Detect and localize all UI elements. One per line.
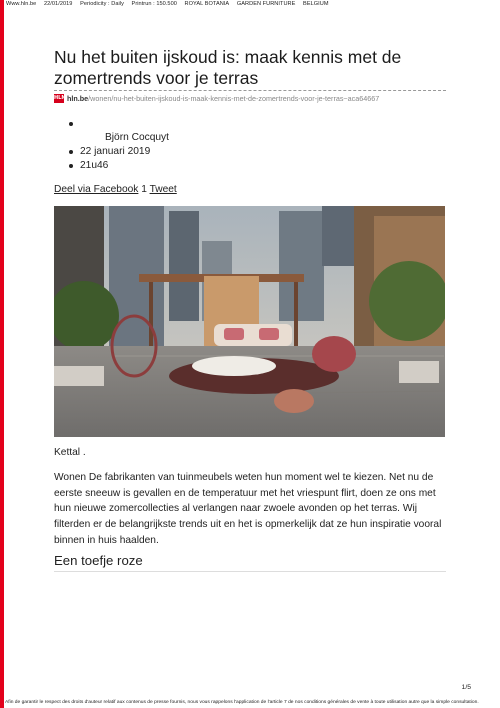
header-date: 22/01/2019 — [43, 1, 73, 7]
left-margin-bar — [0, 0, 4, 708]
source-domain: hln.be — [67, 93, 89, 103]
section-heading: Een toefje roze — [54, 553, 143, 568]
header-printrun: Printrun : 150.500 — [131, 1, 177, 7]
page-number: 1/5 — [461, 684, 471, 691]
article-date: 22 januari 2019 — [54, 145, 169, 159]
article-author: Björn Cocquyt — [105, 132, 169, 143]
section-divider — [54, 571, 446, 572]
source-url — [54, 93, 379, 103]
terrace-photo-illustration — [54, 206, 445, 437]
image-caption: Kettal . — [54, 447, 86, 458]
share-links — [54, 184, 177, 195]
header-country: BELGIUM — [303, 1, 329, 7]
source-path: /wonen/nu-het-buiten-ijskoud-is-maak-kennis-met-de-zomertrends-voor-je-terras~aca64667 — [88, 93, 380, 103]
share-facebook-link[interactable]: Deel via Facebook — [54, 184, 139, 195]
article-photo — [54, 206, 445, 437]
title-divider — [54, 90, 446, 91]
copyright-notice: Afin de garantir le respect des droits d'auteur relatif aux contenus de presse fournis, nous vous rappelons l'application de l'article 7 de nos conditions générales de vente à toute utilisation autre que la simple consultation. — [5, 700, 479, 705]
header-client: ROYAL BOTANIA — [184, 1, 230, 7]
article-body: Wonen De fabrikanten van tuinmeubels weten hun moment wel te kiezen. Net nu de eerste sneeuw is gevallen en de temperatuur met het vriespunt flirt, doen ze ons met hun nieuwe zomercollecties al verlangen naar zwoele avonden op het terras. Wij filterden er de belangrijkste trends uit en het is opmerkelijk dat ze hun inspiratie vooral binnen in huis haalden. — [54, 472, 442, 546]
header-site: Www.hln.be — [6, 1, 37, 7]
share-count: 1 — [141, 184, 147, 195]
share-tweet-link[interactable]: Tweet — [149, 184, 177, 195]
article-meta — [54, 117, 169, 173]
hln-logo-icon: HLN — [54, 94, 66, 101]
header-periodicity: Periodicity : Daily — [80, 1, 124, 7]
header-category: GARDEN FURNITURE — [236, 1, 296, 7]
print-header — [6, 1, 494, 7]
article-title: Nu het buiten ijskoud is: maak kennis met de zomertrends voor je terras — [54, 47, 402, 88]
meta-bullet-empty — [54, 117, 169, 131]
article-time: 21u46 — [54, 159, 169, 173]
